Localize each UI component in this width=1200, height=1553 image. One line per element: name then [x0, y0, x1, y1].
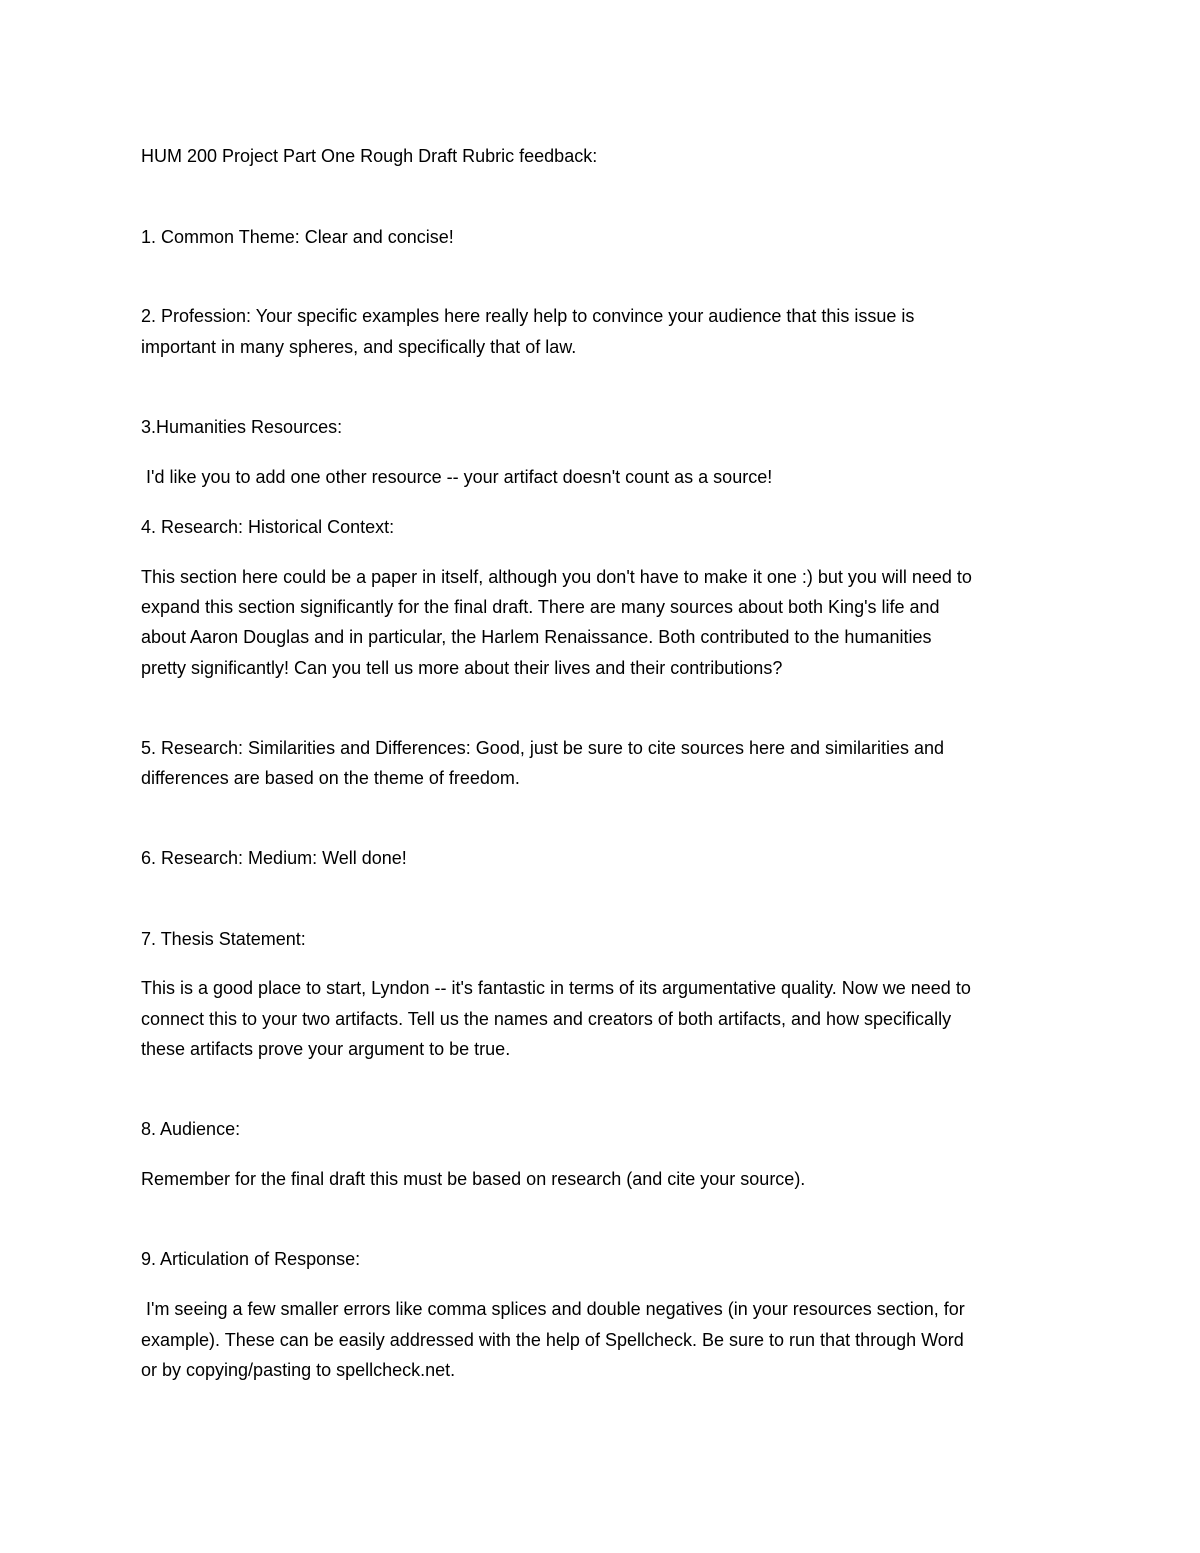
feedback-articulation-line-1: I'm seeing a few smaller errors like comma splices and double negatives (in your resources section, for: [146, 1299, 965, 1319]
feedback-medium: 6. Research: Medium: Well done!: [141, 848, 407, 868]
feedback-historical-line-3: about Aaron Douglas and in particular, the Harlem Renaissance. Both contributed to the humanities: [141, 627, 932, 647]
feedback-thesis-line-1: This is a good place to start, Lyndon -- it's fantastic in terms of its argumentative quality. Now we need to: [141, 978, 971, 998]
feedback-thesis-line-2: connect this to your two artifacts. Tell us the names and creators of both artifacts, and how specifically: [141, 1009, 952, 1029]
feedback-humanities-comment: I'd like you to add one other resource -- your artifact doesn't count as a source!: [146, 467, 773, 487]
feedback-thesis-heading: 7. Thesis Statement:: [141, 929, 306, 949]
feedback-thesis-line-3: these artifacts prove your argument to be true.: [141, 1039, 511, 1059]
feedback-audience-comment: Remember for the final draft this must be based on research (and cite your source).: [141, 1169, 806, 1189]
feedback-articulation-line-3: or by copying/pasting to spellcheck.net.: [141, 1360, 456, 1380]
feedback-profession-line-1: 2. Profession: Your specific examples here really help to convince your audience that this issue is: [141, 306, 915, 326]
feedback-historical-heading: 4. Research: Historical Context:: [141, 517, 395, 537]
feedback-common-theme: 1. Common Theme: Clear and concise!: [141, 227, 454, 247]
feedback-historical-line-2: expand this section significantly for the final draft. There are many sources about both King's life and: [141, 597, 940, 617]
feedback-humanities-heading: 3.Humanities Resources:: [141, 417, 343, 437]
feedback-articulation-heading: 9. Articulation of Response:: [141, 1249, 361, 1269]
feedback-audience-heading: 8. Audience:: [141, 1119, 241, 1139]
document-title: HUM 200 Project Part One Rough Draft Rubric feedback:: [141, 146, 598, 166]
feedback-articulation-line-2: example). These can be easily addressed with the help of Spellcheck. Be sure to run that through Word: [141, 1330, 964, 1350]
feedback-historical-line-1: This section here could be a paper in itself, although you don't have to make it one :) but you will need to: [141, 567, 972, 587]
feedback-historical-line-4: pretty significantly! Can you tell us more about their lives and their contributions?: [141, 658, 783, 678]
feedback-profession-line-2: important in many spheres, and specifically that of law.: [141, 337, 577, 357]
feedback-similarities-line-1: 5. Research: Similarities and Differences: Good, just be sure to cite sources here and similarities and: [141, 738, 945, 758]
feedback-similarities-line-2: differences are based on the theme of freedom.: [141, 768, 520, 788]
